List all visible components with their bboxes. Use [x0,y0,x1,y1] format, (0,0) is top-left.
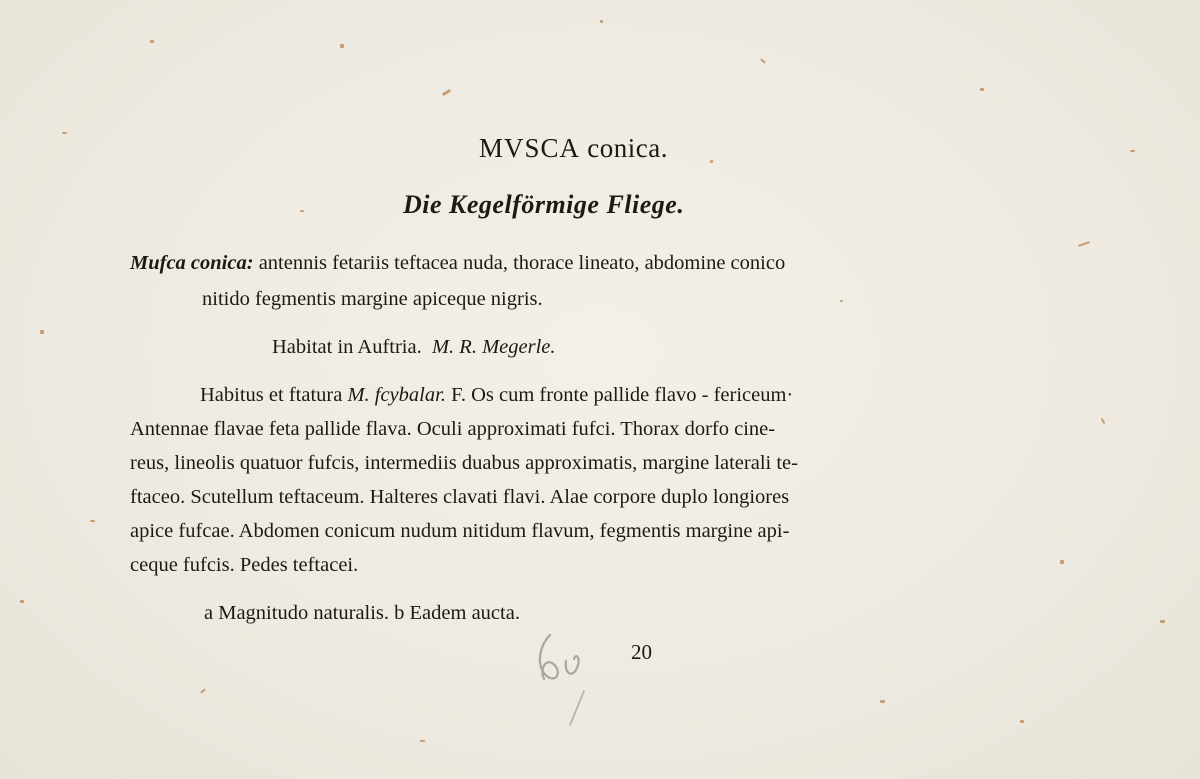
figure-legend: a Magnitudo naturalis. b Eadem aucta. [204,602,520,624]
title-genus: MVSCA [479,133,581,163]
diagnosis-line-2: nitido fegmentis margine apiceque nigris. [202,288,543,310]
description-line-5: apice fufcae. Abdomen conicum nudum nitidum flavum, fegmentis margine api- [130,520,790,542]
description-line-2: Antennae flavae feta pallide flava. Oculi approximati fufci. Thorax dorfo cine- [130,418,776,440]
pencil-mark [530,625,600,735]
habitat-author: M. R. Megerle. [431,336,556,358]
habitat-text: Habitat in Auftria. [272,336,422,358]
diagnosis-text-1: antennis fetariis teftacea nuda, thorace lineato, abdomine conico [253,252,786,274]
description-line-1-pre: Habitus et ftatura [200,384,348,406]
description-line-4: ftaceo. Scutellum teftaceum. Halteres clavati flavi. Alae corpore duplo longiores [130,486,790,508]
diagnosis-species-name: Mufca conica: [130,252,254,274]
page-number: 20 [631,640,652,664]
page-title [479,133,668,164]
description-line-1-post: F. Os cum fronte pallide flavo - fericeum· [445,384,794,406]
description-line-6: ceque fufcis. Pedes teftacei. [130,554,359,576]
description-reference: M. fcybalar. [347,384,446,406]
description-line-1 [200,378,793,412]
page-subtitle: Die Kegelförmige Fliege. [403,190,685,219]
diagnosis-line-1 [130,246,785,280]
habitat-line [272,330,556,364]
title-species: conica. [587,133,668,163]
description-line-3: reus, lineolis quatuor fufcis, intermediis duabus approximatis, margine laterali te- [130,452,798,474]
